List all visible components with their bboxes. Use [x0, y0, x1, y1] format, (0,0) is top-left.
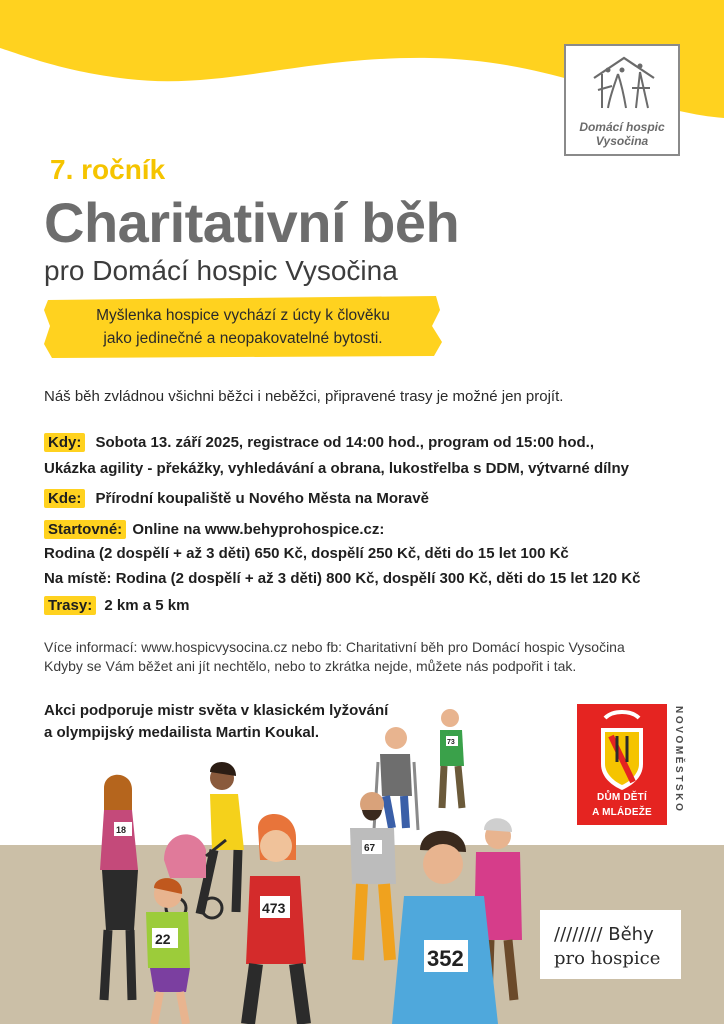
start-line3: Na místě: Rodina (2 dospělí + až 3 děti) 800 Kč, dospělí 300 Kč, děti do 15 let 120 Kč [44, 570, 641, 587]
runner-woman-pink [100, 775, 138, 1000]
ddm-line2: A MLÁDEŽE [592, 807, 652, 818]
trasy-label: Trasy: [44, 596, 96, 615]
start-line2: Rodina (2 dospělí + až 3 děti) 650 Kč, dospělí 250 Kč, děti do 15 let 100 Kč [44, 545, 569, 562]
bib-18: 18 [116, 825, 127, 835]
kde-row [44, 490, 429, 507]
behy-pro-hospice-logo [540, 910, 681, 979]
quote-line1: Myšlenka hospice vychází z úcty k člověku [96, 307, 390, 324]
more-info [44, 638, 625, 676]
quote-line2: jako jedinečné a neopakovatelné bytosti. [103, 330, 383, 347]
ddm-crest-icon [577, 706, 667, 796]
kde-label: Kde: [44, 489, 85, 508]
intro-text: Náš běh zvládnou všichni běžci i neběžci, připravené trasy je možné jen projít. [44, 388, 564, 405]
logo-text [566, 120, 678, 148]
start-line1: Online na www.behyprohospice.cz: [132, 521, 385, 538]
logo-line1: Domácí hospic [579, 120, 665, 134]
support-line1: Akci podporuje mistr světa v klasickém lyžování [44, 702, 389, 719]
house-people-icon [588, 52, 660, 116]
bib-473: 473 [262, 900, 286, 916]
ddm-logo [577, 704, 667, 825]
runner-man-green [440, 709, 464, 808]
more-info-line1: Více informací: www.hospicvysocina.cz nebo fb: Charitativní běh pro Domácí hospic Vysočina [44, 639, 625, 655]
support-line2: a olympijský medailista Martin Koukal. [44, 724, 320, 741]
more-info-line2: Kdyby se Vám běžet ani jít nechtělo, nebo to zkrátka nejde, můžete nás podpořit i tak. [44, 658, 577, 674]
trasy-value: 2 km a 5 km [104, 597, 190, 614]
trasy-row [44, 597, 189, 614]
hospic-logo [564, 44, 680, 156]
bib-67: 67 [364, 843, 376, 854]
edition-label: 7. ročník [50, 154, 166, 185]
runner-woman-red [246, 814, 306, 1024]
runner-woman-yellow [200, 762, 244, 914]
logo-line2: Vysočina [595, 134, 649, 148]
kdy-row [44, 434, 594, 451]
start-label: Startovné: [44, 520, 126, 539]
kdy-line2: Ukázka agility - překážky, vyhledávání a obrana, lukostřelba s DDM, výtvarné dílny [44, 460, 629, 477]
behy-line2: pro hospice [554, 948, 661, 969]
bib-22: 22 [155, 931, 171, 947]
page-title: Charitativní běh [44, 191, 460, 254]
start-row [44, 521, 384, 538]
bib-73: 73 [447, 739, 455, 746]
quote-text [58, 304, 428, 350]
kdy-label: Kdy: [44, 433, 85, 452]
kde-value: Přírodní koupaliště u Nového Města na Moravě [95, 490, 429, 507]
runners-illustration [0, 700, 540, 1024]
behy-line1: //////// Běhy [554, 924, 654, 945]
page-subtitle: pro Domácí hospic Vysočina [44, 255, 398, 286]
ddm-vertical-text: NOVOMĚSTSKO [673, 706, 684, 814]
kdy-line1: Sobota 13. září 2025, registrace od 14:00 hod., program od 15:00 hod., [95, 434, 595, 451]
ddm-line1: DŮM DĚTÍ [597, 792, 647, 803]
bib-352: 352 [427, 946, 464, 971]
